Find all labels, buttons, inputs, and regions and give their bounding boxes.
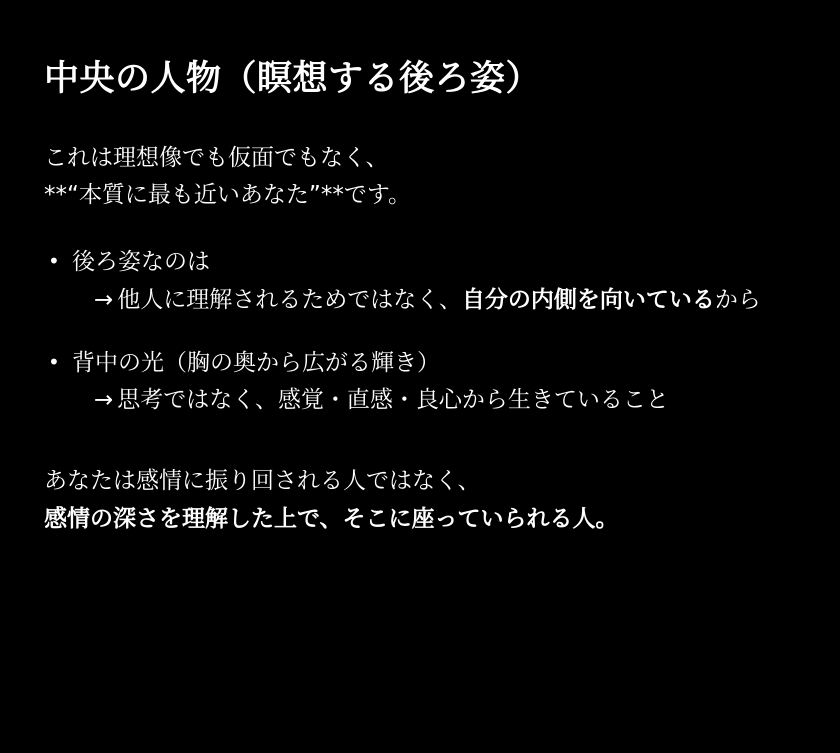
closing-line-1: あなたは感情に振り回される人ではなく、 [44, 468, 481, 495]
bullet-1-detail-bold: 自分の内側を向いている [461, 286, 715, 313]
arrow-right-icon: → [94, 286, 114, 313]
closing-paragraph [44, 463, 796, 538]
list-item [44, 244, 796, 319]
bullet-1-heading: • 後ろ姿なのは [72, 249, 210, 276]
bullet-2-heading: • 背中の光（胸の奥から広がる輝き） [72, 349, 440, 376]
bullet-2-detail [72, 382, 796, 419]
intro-line-2-suffix: です。 [343, 182, 412, 208]
closing-line-2: 感情の深さを理解した上で、そこに座っていられる人。 [44, 505, 619, 532]
bullet-2-detail-text-a: 思考ではなく、感覚・直感・良心から生きていること [117, 387, 669, 413]
intro-paragraph [44, 140, 796, 215]
list-item [44, 345, 796, 420]
bullet-1-detail-text-a: 他人に理解されるためではなく、 [117, 286, 462, 313]
arrow-right-icon: → [94, 387, 114, 413]
intro-line-2-emphasis: **“本質に最も近いあなた”** [44, 182, 344, 208]
intro-line-2 [44, 177, 796, 214]
bullet-1-detail-text-b: から [714, 286, 761, 313]
bullet-list [44, 244, 796, 419]
page-title: 中央の人物（瞑想する後ろ姿） [44, 59, 542, 99]
bullet-1-detail [72, 282, 796, 319]
intro-line-1: これは理想像でも仮面でもなく、 [44, 144, 389, 171]
